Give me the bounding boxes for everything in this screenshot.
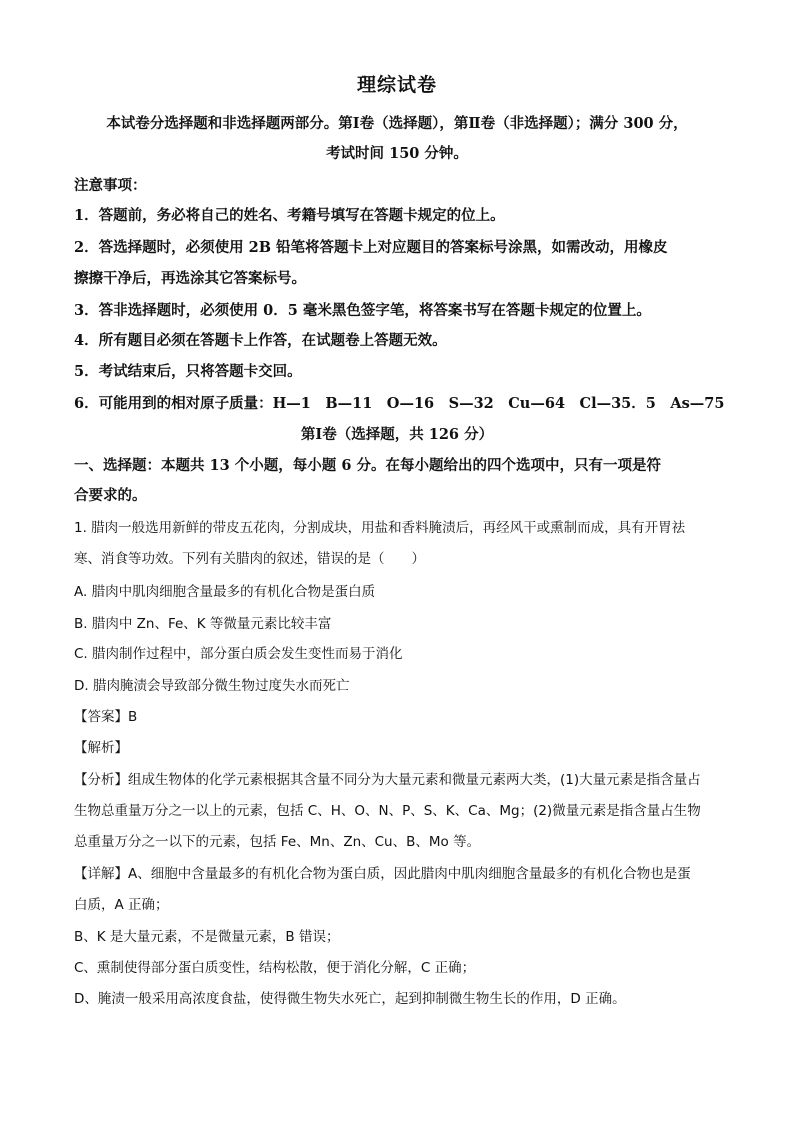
- question-stem-line-2: 寒、消食等功效。下列有关腊肉的叙述，错误的是（ ）: [74, 551, 425, 567]
- section-title: 第Ⅰ卷（选择题，共 126 分）: [300, 426, 494, 443]
- notice-item: 5．考试结束后，只将答题卡交回。: [74, 363, 302, 380]
- option-b: B. 腊肉中 Zn、Fe、K 等微量元素比较丰富: [74, 616, 332, 632]
- option-c: C. 腊肉制作过程中，部分蛋白质会发生变性而易于消化: [74, 646, 403, 662]
- answer-line: 【答案】B: [74, 709, 138, 725]
- notice-item: 擦擦干净后，再选涂其它答案标号。: [74, 270, 306, 287]
- intro-line-2: 考试时间 150 分钟。: [326, 145, 468, 162]
- notice-item: 3．答非选择题时，必须使用 0．5 毫米黑色签字笔，将答案书写在答题卡规定的位置上。: [74, 302, 651, 319]
- notice-item: 1．答题前，务必将自己的姓名、考籍号填写在答题卡规定的位上。: [74, 207, 505, 224]
- intro-line-1: 本试卷分选择题和非选择题两部分。第Ⅰ卷（选择题），第Ⅱ卷（非选择题）；满分 300 分，: [106, 115, 688, 132]
- analysis-heading: 【解析】: [74, 740, 128, 756]
- option-d: D. 腊肉腌渍会导致部分微生物过度失水而死亡: [74, 678, 350, 694]
- detail-line: B、K 是大量元素，不是微量元素，B 错误；: [74, 929, 340, 945]
- detail-line: 【详解】A、细胞中含量最多的有机化合物为蛋白质，因此腊肉中肌肉细胞含量最多的有机化合物也是蛋: [74, 866, 691, 882]
- detail-line: C、熏制使得部分蛋白质变性，结构松散，便于消化分解，C 正确；: [74, 960, 476, 976]
- section-instruction-line-1: 一、选择题：本题共 13 个小题，每小题 6 分。在每小题给出的四个选项中，只有一项是符: [74, 457, 661, 474]
- detail-line: D、腌渍一般采用高浓度食盐，使得微生物失水死亡，起到抑制微生物生长的作用，D 正确。: [74, 991, 626, 1007]
- section-instruction-line-2: 合要求的。: [74, 487, 147, 504]
- question-stem-line-1: 1. 腊肉一般选用新鲜的带皮五花肉，分割成块，用盐和香料腌渍后，再经风干或熏制而成，具有开胃祛: [74, 520, 686, 536]
- detail-line: 白质，A 正确；: [74, 897, 169, 913]
- analysis-line: 【分析】组成生物体的化学元素根据其含量不同分为大量元素和微量元素两大类，(1)大量元素是指含量占: [74, 772, 701, 788]
- analysis-line: 总重量万分之一以下的元素，包括 Fe、Mn、Zn、Cu、B、Mo 等。: [74, 834, 481, 850]
- notice-heading: 注意事项：: [74, 177, 147, 194]
- notice-item: 4．所有题目必须在答题卡上作答，在试题卷上答题无效。: [74, 332, 447, 349]
- notice-item: 6．可能用到的相对原子质量：H—1 B—11 O—16 S—32 Cu—64 Cl—35．5 As—75: [74, 395, 725, 412]
- analysis-line: 生物总重量万分之一以上的元素，包括 C、H、O、N、P、S、K、Ca、Mg；(2)微量元素是指含量占生物: [74, 803, 701, 819]
- page-title: 理综试卷: [356, 74, 437, 96]
- option-a: A. 腊肉中肌肉细胞含量最多的有机化合物是蛋白质: [74, 584, 376, 600]
- notice-item: 2．答选择题时，必须使用 2B 铅笔将答题卡上对应题目的答案标号涂黑，如需改动，用橡皮: [74, 239, 668, 256]
